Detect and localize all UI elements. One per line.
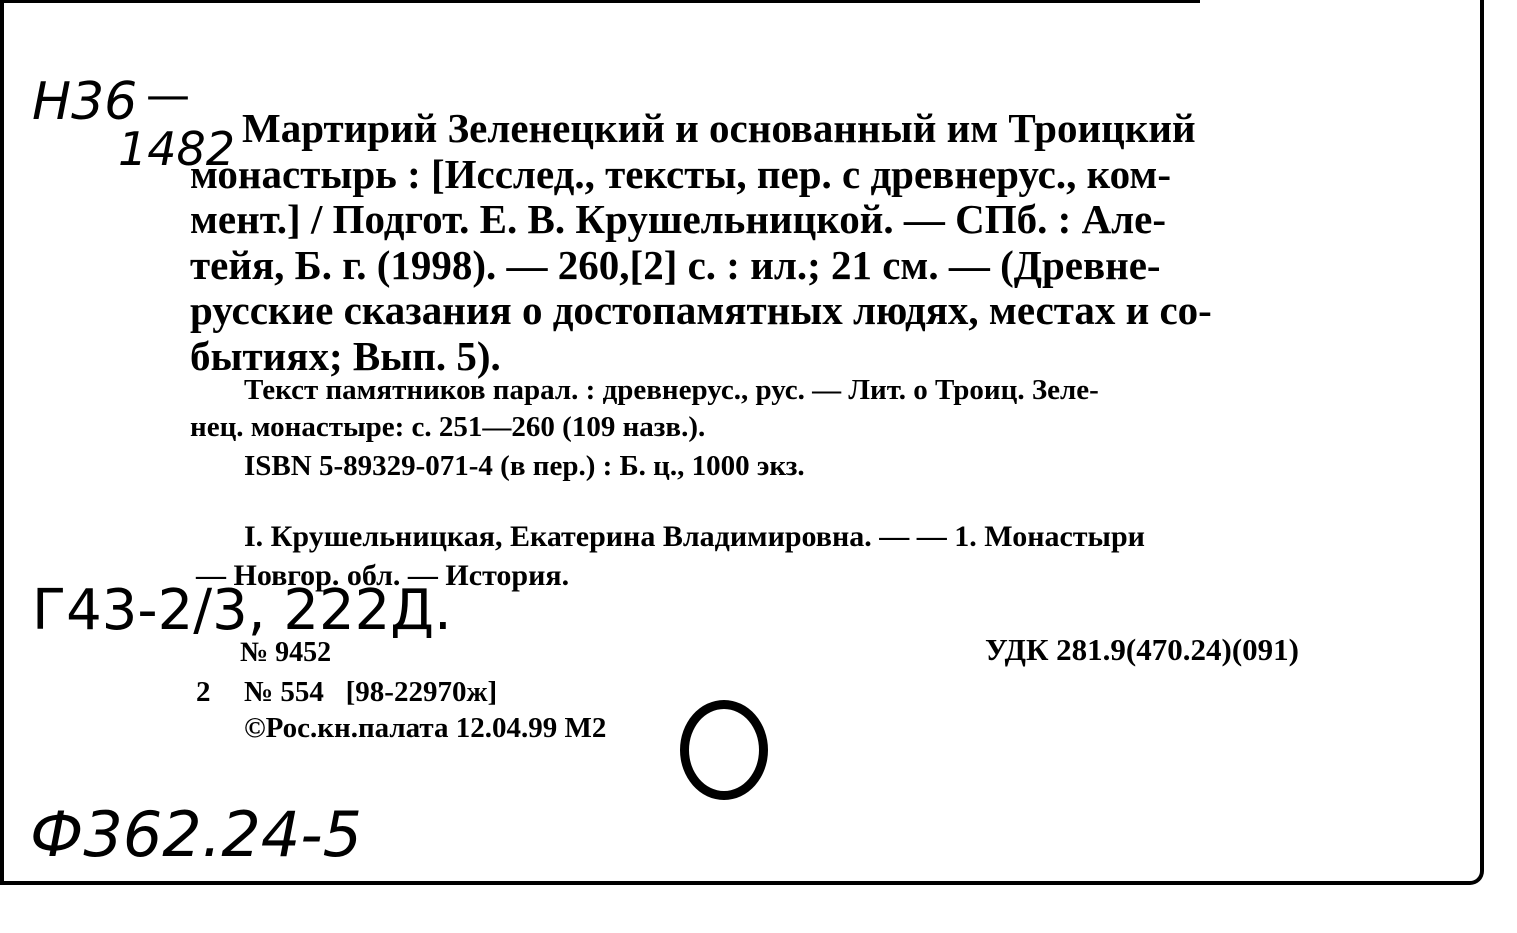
handwritten-call-number-main: Н36 bbox=[32, 72, 138, 132]
text-note-line1: Текст памятников парал. : древнерус., рус. — Лит. о Троиц. Зеле- bbox=[244, 374, 1099, 406]
copies-count: 2 bbox=[196, 676, 211, 708]
handwritten-call-number-sub: 1482 bbox=[118, 122, 236, 176]
handwritten-inventory-mark: Г43-2/3, 222Д. bbox=[32, 578, 452, 643]
bibliographic-entry bbox=[190, 106, 1335, 379]
entry-line: Мартирий Зеленецкий и основанный им Троицкий bbox=[242, 105, 1196, 151]
entry-line: мент.] / Подгот. Е. В. Крушельницкой. — СПб. : Але- bbox=[190, 196, 1167, 242]
stamp-circle bbox=[680, 700, 768, 800]
card-left-border bbox=[0, 0, 4, 885]
text-note-line2: нец. монастыре: с. 251—260 (109 назв.). bbox=[190, 411, 706, 443]
publisher-stamp: ©Рос.кн.палата 12.04.99 М2 bbox=[244, 712, 607, 744]
entry-line: русские сказания о достопамятных людях, местах и со- bbox=[190, 287, 1212, 333]
number-line: № 9452 bbox=[240, 637, 332, 668]
tracing-line1: I. Крушельницкая, Екатерина Владимировна. — — 1. Монастыри bbox=[244, 520, 1145, 553]
entry-line: монастырь : [Исслед., тексты, пер. с древнерус., ком- bbox=[190, 150, 1171, 197]
handwritten-dash: — bbox=[146, 70, 190, 121]
entry-line: бытиях; Вып. 5). bbox=[190, 332, 501, 379]
handwritten-shelf-mark: Ф362.24-5 bbox=[30, 798, 363, 871]
udk-classification: УДК 281.9(470.24)(091) bbox=[985, 632, 1299, 667]
record-number: № 554 [98-22970ж] bbox=[244, 676, 498, 708]
card-top-border bbox=[0, 0, 1200, 3]
tracing-line2: — Новгор. обл. — История. bbox=[196, 559, 570, 592]
isbn-line: ISBN 5-89329-071-4 (в пер.) : Б. ц., 1000 экз. bbox=[244, 450, 805, 482]
entry-line: тейя, Б. г. (1998). — 260,[2] с. : ил.; 21 см. — (Древне- bbox=[190, 241, 1161, 288]
